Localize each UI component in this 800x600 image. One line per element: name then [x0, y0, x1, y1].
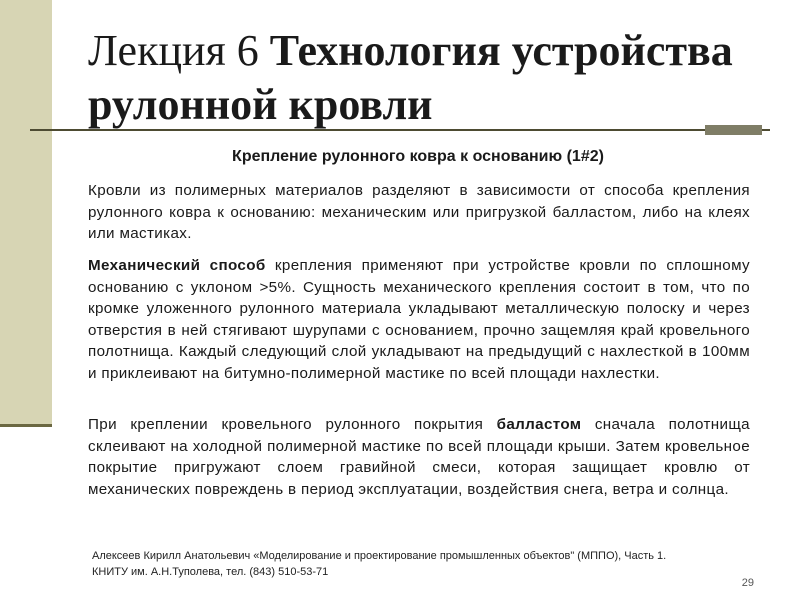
page-number: 29 — [741, 577, 754, 589]
slide-title — [88, 24, 778, 132]
title-divider — [30, 129, 770, 131]
sidebar-rule — [0, 424, 52, 427]
paragraph-mechanical — [88, 255, 750, 385]
paragraph-ballast-term: балластом — [496, 416, 582, 433]
sidebar-decoration — [0, 0, 52, 424]
title-divider-block — [705, 125, 762, 135]
paragraph-ballast-text: сначала полотнища склеивают на холодной полимерной мастике по всей площади крыши. Затем кровельное покрытие пригружают слоем гравийной смеси, которая защищает кровлю от механических повреждень в период эксплуатации, воздействия снега, ветра и солнца. — [88, 416, 750, 498]
paragraph-mechanical-text: крепления применяют при устройстве кровли по сплошному основанию с уклоном >5%. Сущность механического крепления состоит в том, что по кромке уложенного рулонного материала укладывают металлическую полоску и через отверстия в ней стягивают шурупами с основанием, прочно защемляя край кровельного полотнища. Каждый следующий слой укладывают на предыдущий с нахлесткой в 100мм и приклеивают на битумно-полимерной мастике по всей площади нахлестки. — [88, 257, 750, 382]
title-regular: Лекция 6 — [88, 26, 270, 75]
footer-contact: КНИТУ им. А.Н.Туполева, тел. (843) 510-53-71 — [92, 566, 329, 578]
paragraph-ballast — [88, 414, 750, 500]
slide-subtitle: Крепление рулонного ковра к основанию (1#2) — [232, 148, 604, 165]
slide-footer — [92, 548, 732, 580]
title-bold: Технология устройства рулонной кровли — [88, 26, 733, 129]
footer-author: Алексеев Кирилл Анатольевич «Моделирование и проектирование промышленных объектов" (МППО), Часть 1. — [92, 550, 667, 562]
paragraph-ballast-start: При креплении кровельного рулонного покрытия — [88, 416, 497, 433]
paragraph-mechanical-term: Механический способ — [88, 257, 266, 274]
paragraph-intro: Кровли из полимерных материалов разделяют в зависимости от способа крепления рулонного ковра к основанию: механическим или пригрузкой балластом, либо на клеях или мастиках. — [88, 182, 750, 243]
